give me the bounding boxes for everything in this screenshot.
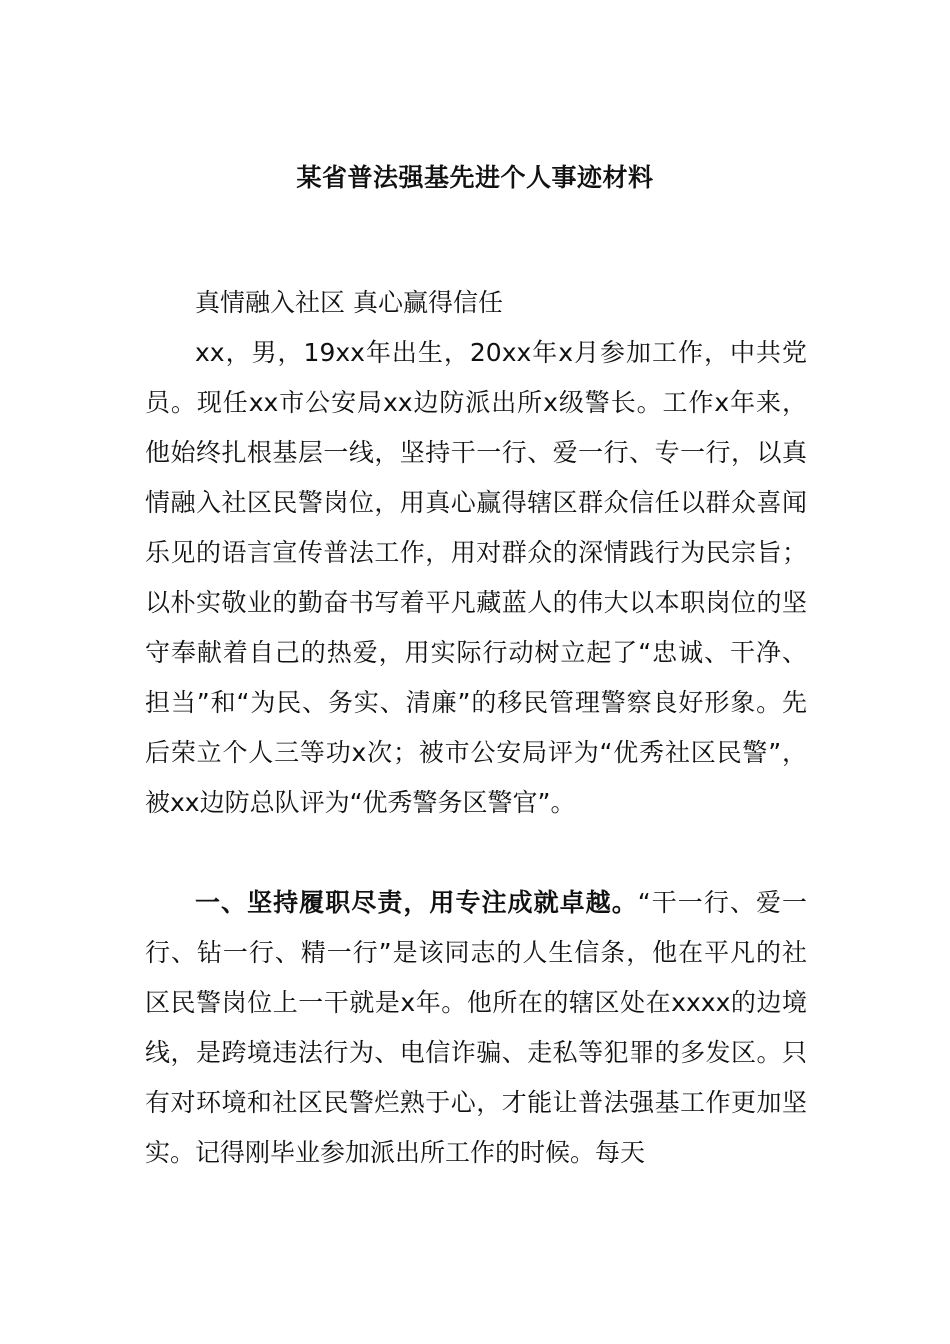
document-subtitle: 真情融入社区 真心赢得信任 xyxy=(195,288,503,317)
section-1-text: “干一行、爱一行、钻一行、精一行”是该同志的人生信条，他在平凡的社区民警岗位上一干就是x年。他所在的辖区处在xxxx的边境线，是跨境违法行为、电信诈骗、走私等犯罪的多发区。只有对环境和社区民警烂熟于心，才能让普法强基工作更加坚实。记得刚毕业参加派出所工作的时候。每天 xyxy=(145,888,807,1167)
paragraph-intro: xx，男，19xx年出生，20xx年x月参加工作，中共党员。现任xx市公安局xx边防派出所x级警长。工作x年来，他始终扎根基层一线，坚持干一行、爱一行、专一行，以真情融入社区民警岗位，用真心赢得辖区群众信任以群众喜闻乐见的语言宣传普法工作，用对群众的深情践行为民宗旨；以朴实敬业的勤奋书写着平凡藏蓝人的伟大以本职岗位的坚守奉献着自己的热爱，用实际行动树立起了“忠诚、干净、担当”和“为民、务实、清廉”的移民管理警察良好形象。先后荣立个人三等功x次；被市公安局评为“优秀社区民警”，被xx边防总队评为“优秀警务区警官”。 xyxy=(145,338,807,817)
document-title: 某省普法强基先进个人事迹材料 xyxy=(296,163,654,192)
paragraph-section-1 xyxy=(145,878,807,1178)
section-1-heading: 一、坚持履职尽责，用专注成就卓越。 xyxy=(195,888,638,917)
